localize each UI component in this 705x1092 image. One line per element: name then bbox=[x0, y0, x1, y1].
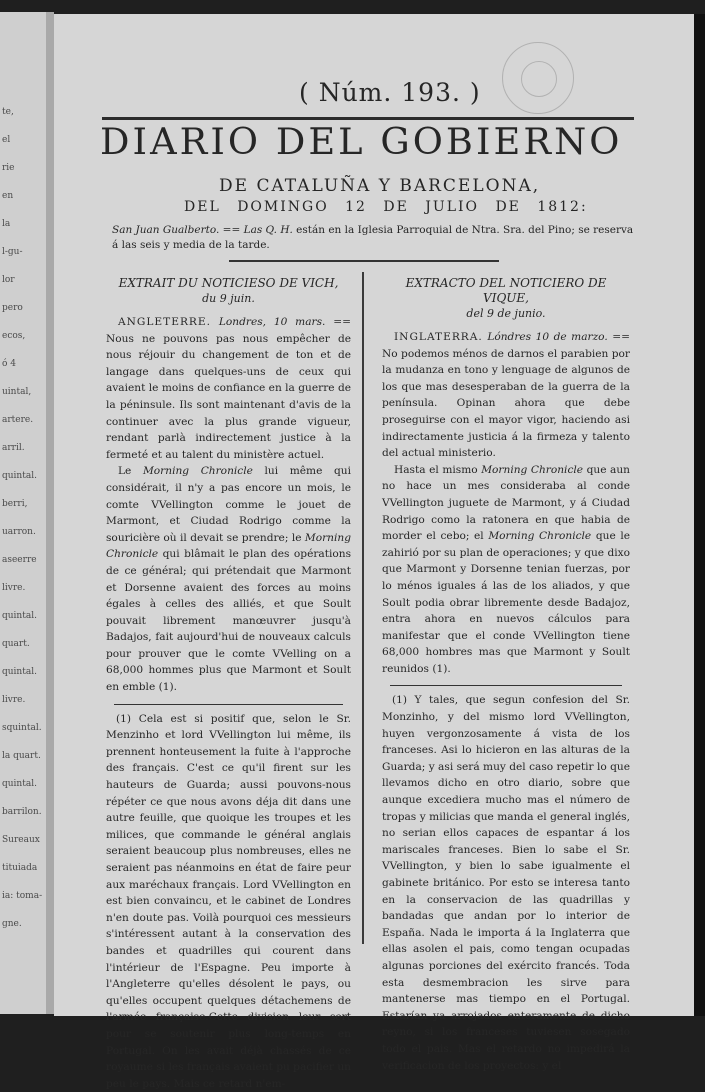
left-page-fragment: berri, bbox=[2, 499, 28, 509]
left-page-fragment: lor bbox=[2, 275, 15, 285]
spanish-column bbox=[382, 276, 630, 1074]
left-page-fragment: livre. bbox=[2, 695, 26, 705]
left-page-fragment: quintal. bbox=[2, 471, 37, 481]
spanish-paragraph-1 bbox=[382, 329, 630, 462]
left-page-fragment: artere. bbox=[2, 415, 34, 425]
header-rule bbox=[102, 117, 634, 120]
left-page-fragment: pero bbox=[2, 303, 23, 313]
spanish-footnote: (1) Y tales, que segun confesion del Sr. Monzinho, y del mismo lord VVellington, huyen vergonzosamente á vista de los franceses. Asi lo hicieron en las alturas de la Guarda; y asi será muy del caso repetir lo que llevamos dicho en otro diario, sobre que aunque excediera mucho mas el número de tropas y milicias que manda el general inglés, no serian ellos capaces de espantar á los mariscales franceses. Bien lo sabe el Sr. VVellington, y bien lo sabe igualmente el gabinete británico. Por esto se interesa tanto en la conservacion de las quadrillas y bandadas que andan por lo interior de España. Nada le importa á la Inglaterra que ellas asolen el pais, como tengan ocupadas algunas porciones del exército francés. Toda esta desmembracion les sirve para mantenerse mas tiempo en el Portugal. Estarían ya arrojados enteramente de dicho reyno, si los franceses tuviesen sosegado todo el pais. Mas el retardo no impedirá la verificacion de los proyectos: y el bbox=[382, 694, 630, 1072]
french-paper-name: Morning Chronicle bbox=[142, 465, 253, 478]
french-p2-c: qui blâmait le plan des opérations de ce général; qui prétendait que Marmont et Dorsenne avaient des forces au moins égales à celles des alliés, et que Soult pouvait librement manœuvrer jusqu'à Badajos, fait aujourd'hui de nouveaux calculs pour prouver que le comte VVelling on a 68,000 hommes plus que Marmont et Soult en emble (1). bbox=[106, 548, 351, 694]
notice-rule bbox=[229, 260, 499, 262]
left-page-fragment: quintal. bbox=[2, 779, 37, 789]
left-page-fragment: ia: toma- bbox=[2, 891, 43, 901]
left-page-fragment: uarron. bbox=[2, 527, 36, 537]
spanish-p1-text: == No podemos ménos de darnos el parabien por la mudanza en tono y lenguage de algunos de los que mas desesperaban de la guerra de la península. Opinan ahora que debe proseguirse con el mayor vigor, haciendo asi indirectamente justicia á la firmeza y talento del actual ministerio. bbox=[382, 331, 630, 460]
spanish-footnote-rule bbox=[390, 685, 622, 686]
column-divider bbox=[362, 272, 364, 944]
left-page-fragment: livre. bbox=[2, 583, 26, 593]
left-page-fragment: quintal. bbox=[2, 667, 37, 677]
page-edge bbox=[694, 14, 705, 1016]
french-column bbox=[106, 276, 351, 1092]
french-footnote: (1) Cela est si positif que, selon le Sr. Menzinho et lord VVellington lui même, ils prennent honteusement la fuite à l'approche des français. C'est ce qu'il firent sur les hauteurs de Guarda; aussi pouvons-nous répéter ce que nous avons déja dit dans une autre feuille, que quoique les troupes et les milices, que commande le général anglais seraient beaucoup plus nombreuses, elles ne seraient pas néanmoins en état de faire peur aux maréchaux français. Lord VVellington en est bien convaincu, et le cabinet de Londres n'en doute pas. Voilà pourquoi ces messieurs s'intéressent autant à la conservation des bandes et quadrilles qui courent dans l'intérieur de l'Espagne. Peu importe à l'Angleterre qu'elles désolent le pays, ou qu'elles occupent quelques détachemens de l'armée française.Cette division leur sert pour se soutenir plus long-temps en Portugal. On les avait déjà chassés de ce royaume si les français avaient pu pacifier un peu le pays. Mais ce retard n'em- bbox=[106, 712, 351, 1090]
masthead-subtitle: DE CATALUÑA Y BARCELONA, bbox=[219, 176, 541, 196]
left-page-fragment: el bbox=[2, 135, 11, 145]
spanish-p2-b: que aun no hace un mes consideraba al conde VVellington juguete de Marmont, y á Ciudad Rodrigo como la ratonera en que habia de morder el cebo; el bbox=[382, 463, 630, 543]
left-page-fragment: gne. bbox=[2, 919, 22, 929]
french-p2-b: lui même qui considérait, il n'y a pas encore un mois, le comte VVellington comme le jouet de Marmont, et Ciudad Rodrigo comme la souricière où il devait se prendre; le bbox=[106, 465, 352, 544]
left-page-fragment: barrilon. bbox=[2, 807, 42, 817]
french-paragraph-1 bbox=[106, 314, 351, 463]
spanish-p2-a: Hasta el mismo bbox=[394, 463, 482, 476]
left-page-fragment: ó 4 bbox=[2, 359, 17, 369]
left-page-fragment: Sureaux bbox=[2, 835, 40, 845]
spanish-paper-name: Morning Chronicle bbox=[481, 463, 584, 476]
spanish-heading-title: EXTRACTO DEL NOTICIERO DE VIQUE, bbox=[405, 276, 607, 305]
issue-number: ( Núm. 193. ) bbox=[299, 78, 481, 107]
french-heading-title: EXTRAIT DU NOTICIESO DE VICH, bbox=[118, 276, 339, 290]
book-gutter bbox=[46, 12, 54, 1014]
spanish-place: INGLATERRA. bbox=[394, 331, 483, 343]
masthead-title: DIARIO DEL GOBIERNO bbox=[100, 122, 623, 163]
french-place: ANGLETERRE. bbox=[118, 316, 212, 328]
left-page-fragment: la quart. bbox=[2, 751, 41, 761]
issue-date: DEL DOMINGO 12 DE JULIO DE 1812: bbox=[184, 199, 588, 215]
french-dateline: Londres, 10 mars. bbox=[218, 316, 326, 328]
left-page-fragment: quintal. bbox=[2, 611, 37, 621]
left-page-fragment: l-gu- bbox=[2, 247, 23, 257]
spanish-paper-name-2: Morning Chronicle bbox=[488, 530, 592, 543]
french-footnote-rule bbox=[114, 704, 343, 705]
french-paragraph-2 bbox=[106, 463, 351, 695]
spanish-p2-c: que le zahirió por su plan de operaciones; y que dixo que Marmont y Dorsenne tenian fuerzas, por lo ménos iguales á las de los aliados, y que Soult podia obrar libremente desde Badajoz, entra ahora en nuevos cálculos para manifestar que el conde VVellington tiene 68,000 hombres mas que Marmont y Soult reunidos (1). bbox=[382, 530, 630, 675]
church-notice: San Juan Gualberto. == Las Q. H. están en la Iglesia Parroquial de Ntra. Sra. del Pino; se reserva á las seis y media de la tarde. bbox=[112, 224, 634, 251]
french-paper-name-2: Morning Chronicle bbox=[106, 531, 351, 561]
left-page-fragment: tituiada bbox=[2, 863, 38, 873]
spanish-heading bbox=[382, 276, 630, 321]
left-page-fragment: en bbox=[2, 191, 14, 201]
left-page-fragment: uintal, bbox=[2, 387, 32, 397]
french-p2-a: Le bbox=[118, 465, 143, 478]
left-page-margin bbox=[0, 12, 46, 1014]
newspaper-page bbox=[54, 14, 694, 1090]
french-heading bbox=[106, 276, 351, 306]
library-stamp-icon bbox=[502, 42, 574, 114]
left-page-fragment: aseerre bbox=[2, 555, 37, 565]
notice-saint: San Juan Gualberto. bbox=[112, 224, 220, 236]
left-page-fragment: te, bbox=[2, 107, 14, 117]
notice-qh: Las Q. H. bbox=[243, 224, 293, 236]
spanish-heading-date: del 9 de junio. bbox=[466, 307, 546, 320]
left-page-fragment: ecos, bbox=[2, 331, 26, 341]
left-page-fragment: quart. bbox=[2, 639, 30, 649]
left-page-fragment: rie bbox=[2, 163, 15, 173]
french-p1-text: == Nous ne pouvons pas nous empêcher de nous réjouir du changement de ton et de langage dans quelques-uns de ceux qui avaient le moins de confiance en la guerre de la péninsule. Ils sont maintenant d'avis de la continuer avec la plus grande vigueur, rendant parlà indirectement justice à la fermeté et au talent du ministère actuel. bbox=[106, 316, 351, 461]
left-page-fragment: arril. bbox=[2, 443, 25, 453]
spanish-dateline: Lóndres 10 de marzo. bbox=[487, 331, 608, 343]
notice-text: están en la Iglesia Parroquial de Ntra. Sra. del Pino; se reserva á las seis y media de la tarde. bbox=[112, 224, 634, 251]
french-heading-date: du 9 juin. bbox=[202, 292, 255, 305]
spanish-paragraph-2 bbox=[382, 462, 630, 678]
left-page-fragment: la bbox=[2, 219, 11, 229]
left-page-fragment: squintal. bbox=[2, 723, 42, 733]
